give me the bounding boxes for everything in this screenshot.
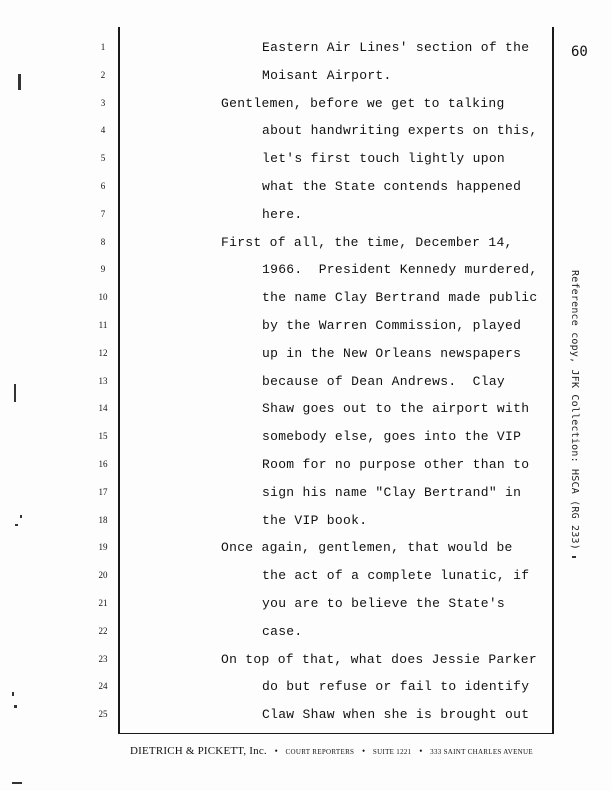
line-number: 14 [98, 403, 108, 414]
line-number: 10 [98, 292, 108, 303]
transcript-line: let's first touch lightly upon [262, 151, 506, 167]
line-number: 4 [100, 125, 106, 136]
line-number: 5 [100, 153, 106, 164]
line-number: 1 [100, 42, 106, 52]
page-number: 60 [571, 44, 588, 60]
transcript-line: about handwriting experts on this, [262, 123, 538, 139]
transcript-line: the act of a complete lunatic, if [262, 568, 530, 584]
transcript-line: case. [262, 623, 303, 639]
line-number: 9 [100, 264, 106, 275]
right-margin-rule [552, 27, 554, 734]
footer-address: 333 SAINT CHARLES AVENUE [430, 748, 533, 756]
transcript-line: Room for no purpose other than to [262, 457, 530, 472]
transcript-line: up in the New Orleans newspapers [262, 345, 522, 361]
line-number: 8 [100, 236, 106, 247]
transcript-line: 1966. President Kennedy murdered, [262, 262, 538, 278]
bottom-rule [118, 733, 554, 734]
transcript-line: Eastern Air Lines' section of the [262, 40, 530, 55]
line-number: 3 [100, 97, 106, 108]
transcript-line: sign his name "Clay Bertrand" in [262, 484, 522, 500]
footer-suite: SUITE 1221 [372, 748, 412, 756]
transcript-line: Shaw goes out to the airport with [262, 401, 530, 417]
transcript-line: Gentlemen, before we get to talking [221, 95, 505, 111]
left-margin-rule [118, 27, 120, 734]
transcript-line: you are to believe the State's [262, 596, 506, 611]
line-number: 18 [98, 514, 108, 525]
scan-mark [14, 384, 16, 402]
transcript-line: Moisant Airport. [262, 67, 392, 83]
transcript-line: do but refuse or fail to identify [262, 679, 530, 695]
line-number: 11 [98, 320, 108, 330]
line-number: 13 [98, 375, 108, 386]
line-number: 12 [98, 347, 108, 358]
line-number: 25 [98, 709, 108, 720]
line-number: 19 [98, 542, 108, 553]
scan-mark [15, 524, 18, 526]
line-number: 23 [98, 653, 108, 664]
transcript-line: what the State contends happened [262, 179, 522, 194]
line-number: 16 [98, 459, 108, 469]
scan-mark [14, 705, 17, 708]
transcript-line: somebody else, goes into the VIP [262, 429, 522, 445]
transcript-line: On top of that, what does Jessie Parker [221, 651, 537, 667]
archive-stamp: Reference copy, JFK Collection: HSCA (RG 233) [569, 270, 580, 550]
transcript-line: because of Dean Andrews. Clay [262, 373, 506, 389]
line-number: 24 [98, 681, 108, 692]
scan-mark [12, 782, 22, 784]
line-number: 7 [100, 208, 106, 219]
footer-reporters: COURT REPORTERS [285, 748, 355, 756]
scan-mark [572, 556, 576, 558]
line-number: 6 [100, 181, 106, 191]
transcript-line: First of all, the time, December 14, [221, 234, 513, 250]
scan-mark [20, 515, 22, 518]
transcript-line: by the Warren Commission, played [262, 318, 522, 333]
line-number: 2 [100, 69, 106, 80]
line-number: 17 [98, 486, 108, 497]
footer: DIETRICH & PICKETT, Inc. • COURT REPORTERS • SUITE 1221 • 333 SAINT CHARLES AVENUE [130, 745, 533, 757]
transcript-line: the name Clay Bertrand made public [262, 290, 538, 306]
scan-mark [12, 692, 14, 696]
line-number: 20 [98, 570, 108, 581]
line-number: 21 [98, 598, 108, 608]
transcript-line: here. [262, 206, 303, 222]
scan-mark [18, 74, 21, 90]
transcript-line: the VIP book. [262, 512, 368, 528]
line-number: 22 [98, 625, 108, 636]
line-number: 15 [98, 431, 108, 442]
footer-firm: DIETRICH & PICKETT, Inc. [130, 745, 267, 757]
transcript-line: Claw Shaw when she is brought out [262, 707, 530, 723]
transcript-line: Once again, gentlemen, that would be [221, 540, 513, 556]
